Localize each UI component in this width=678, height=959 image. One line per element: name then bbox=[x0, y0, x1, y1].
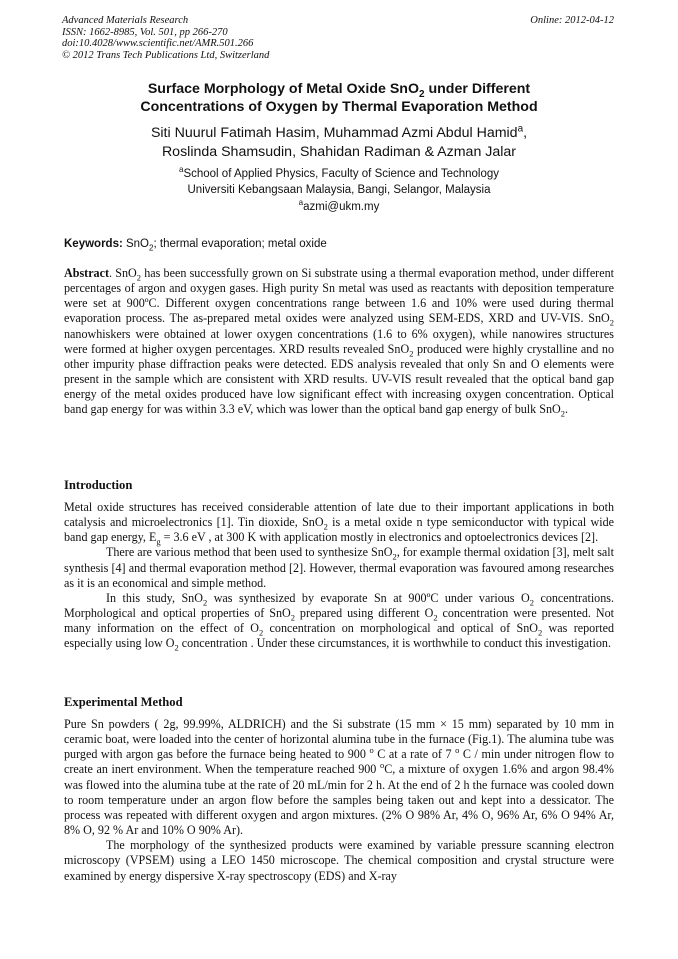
issn: ISSN: 1662-8985, Vol. 501, pp 266-270 bbox=[62, 26, 228, 38]
author-email: $^a$azmi@ukm.my bbox=[298, 198, 380, 213]
copyright: © 2012 Trans Tech Publications Ltd, Switzerland bbox=[62, 49, 270, 61]
journal-name: Advanced Materials Research bbox=[62, 15, 189, 26]
section-heading-experimental: Experimental Method bbox=[64, 695, 183, 709]
introduction-text: Metal oxide structures has received considerable attention of late due to their important applications in both catalysis and microelectronics [1]. Tin dioxide, SnO$_2$ is a metal oxide n type semiconductor with typical wide band gap energy, $E_g = 3.6$ eV , at 300 K with application mostly in electronics and optoelectronics devices [2]. There are various method that been used to synthesize SnO$_2$, for example thermal oxidation [3], melt salt synthesis [4] and thermal evaporation method [2]. However, thermal evaporation was favoured among researches as it is an economical and simple method. In this study, SnO$_2$ was synthesized by evaporate Sn at 900ºC under various $O_2$ concentrations. Morphological and optical properties of SnO$_2$ prepared using different $O_2$ concentration were presented. Not many information on the effect of $O_2$ concentration on morphological and optical of SnO$_2$ was reported especially using low $O_2$ concentration . Under these circumstances, it is worthwhile to conduct this investigation. bbox=[64, 500, 615, 653]
experimental-text: Pure Sn powders ( 2g, 99.99%, ALDRICH) and the Si substrate (15 mm × 15 mm) separated by 10 mm in ceramic boat, were loaded into the center of horizontal alumina tube in the furnace (Fig.1). The alumina tube was purged with argon gas before the furnace being heated to 900 $^o$ C at a rate of 7 $^o$ C / min under nitrogen flow to create an inert environment. When the temperature reached 900 $^o$C, a mixture of oxygen 1.6% and argon 98.4% was flowed into the alumina tube at the rate of 20 mL/min for 2 h. At the end of 2 h the furnace was cooled down to room temperature under an argon flow before the samples being taken out and kept into a dessicator. The process was repeated with different oxygen and argon mixtures. (2% O 98% Ar, 4% O, 96% Ar, 6% O 94% Ar, 8% O, 92 % Ar and 10% O 90% Ar). The morphology of the synthesized products were examined by variable pressure scanning electron microscopy (VPSEM) using a LEO 1450 microscope. The chemical composition and crystal structure were examined by energy dispersive X-ray spectroscopy (EDS) and X-ray bbox=[64, 717, 614, 883]
section-heading-introduction: Introduction bbox=[64, 478, 133, 492]
author-list: Siti Nuurul Fatimah Hasim, Muhammad Azmi Abdul Hamid$^a$, Roslinda Shamsudin, Shahidan Radiman & Azman Jalar bbox=[150, 123, 528, 160]
doi: doi:10.4028/www.scientific.net/AMR.501.266 bbox=[62, 38, 254, 50]
keywords: Keywords: SnO$_2$; thermal evaporation; metal oxide bbox=[64, 238, 327, 253]
affiliation: $^a$School of Applied Physics, Faculty of Science and Technology Universiti Kebangsaan Malaysia, Bangi, Selangor, Malaysia bbox=[178, 165, 500, 196]
journal-header bbox=[62, 15, 269, 61]
abstract: Abstract. SnO$_2$ has been successfully grown on Si substrate using a thermal evaporation method, under different percentages of argon and oxygen gases. High purity Sn metal was used as reactants with deposition temperature were set at 900ºC. Different oxygen concentrations range between 1.6 and 10% were used during thermal evaporation process. The as-prepared metal oxides were analyzed using SEM-EDS, XRD and UV-VIS. SnO$_2$ nanowhiskers were obtained at lower oxygen concentrations (1.6 to 6% oxygen), while nanowires structures were formed at higher oxygen percentages. XRD results revealed SnO$_2$ produced were highly crystalline and no other impurity phase diffraction peaks were detected. EDS analysis revealed that only Sn and O elements were present in the sample which are consistent with XRD results. UV-VIS result revealed that the optical band gap energy of the metal oxides produced have low significant effect with increasing oxygen concentration. Optical band gap energy for was within 3.3 eV, which was lower than the optical band gap energy of bulk SnO$_2$. bbox=[64, 266, 614, 419]
paper-title: Surface Morphology of Metal Oxide SnO$_2$ under Different Concentrations of Oxygen by Thermal Evaporation Method bbox=[140, 81, 538, 115]
online-date: Online: 2012-04-12 bbox=[530, 15, 614, 26]
